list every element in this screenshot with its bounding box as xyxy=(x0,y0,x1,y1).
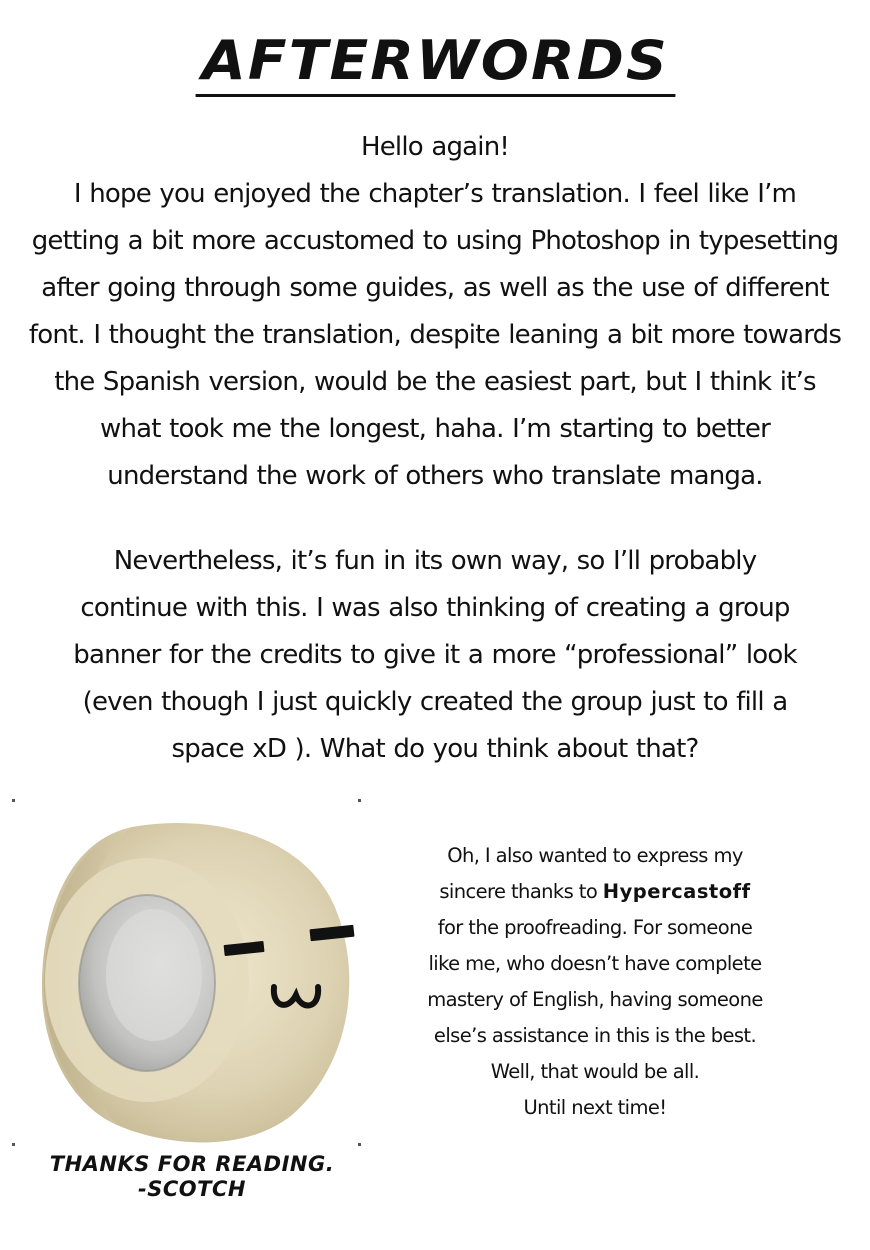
text-line: font. I thought the translation, despite leaning a bit more towards xyxy=(28,320,842,350)
text-fragment: sincere thanks to xyxy=(439,880,603,903)
text-line: Until next time! xyxy=(523,1096,667,1119)
text-line: what took me the longest, haha. I’m starting to better xyxy=(99,414,770,444)
proofreader-name: Hypercastoff xyxy=(602,880,751,903)
text-line: understand the work of others who translate manga. xyxy=(107,461,763,491)
tape-roll-face-icon xyxy=(12,795,362,1150)
title-text: AFTERWORDS xyxy=(195,30,675,97)
signoff-line: THANKS FOR READING. xyxy=(49,1152,335,1176)
corner-mark xyxy=(358,1143,361,1146)
text-line: Nevertheless, it’s fun in its own way, so I’ll probably xyxy=(113,546,757,576)
text-line xyxy=(405,874,785,910)
paragraph-plans xyxy=(14,538,856,773)
signoff-author: -SCOTCH xyxy=(138,1177,246,1201)
text-line: continue with this. I was also thinking of creating a group xyxy=(80,593,790,623)
tape-illustration xyxy=(12,795,362,1150)
text-line: Oh, I also wanted to express my xyxy=(447,844,743,867)
page-title xyxy=(0,30,870,97)
text-line: Well, that would be all. xyxy=(490,1060,700,1083)
text-line: the Spanish version, would be the easiest part, but I think it’s xyxy=(54,367,816,397)
text-line: mastery of English, having someone xyxy=(427,988,763,1011)
text-line: like me, who doesn’t have complete xyxy=(428,952,762,975)
text-line: else’s assistance in this is the best. xyxy=(433,1024,757,1047)
text-line: (even though I just quickly created the group just to fill a xyxy=(82,687,788,717)
text-line: banner for the credits to give it a more “professional” look xyxy=(73,640,797,670)
thanks-note xyxy=(405,838,785,1126)
text-line: space xD ). What do you think about that? xyxy=(171,734,699,764)
paragraph-intro xyxy=(14,124,856,500)
corner-mark xyxy=(358,799,361,802)
text-line: for the proofreading. For someone xyxy=(437,916,753,939)
signoff xyxy=(22,1152,362,1202)
text-line: getting a bit more accustomed to using Photoshop in typesetting xyxy=(31,226,839,256)
text-line: Hello again! xyxy=(360,132,510,162)
text-line: after going through some guides, as well as the use of different xyxy=(41,273,829,303)
corner-mark xyxy=(12,799,15,802)
text-line: I hope you enjoyed the chapter’s translation. I feel like I’m xyxy=(73,179,797,209)
corner-mark xyxy=(12,1143,15,1146)
